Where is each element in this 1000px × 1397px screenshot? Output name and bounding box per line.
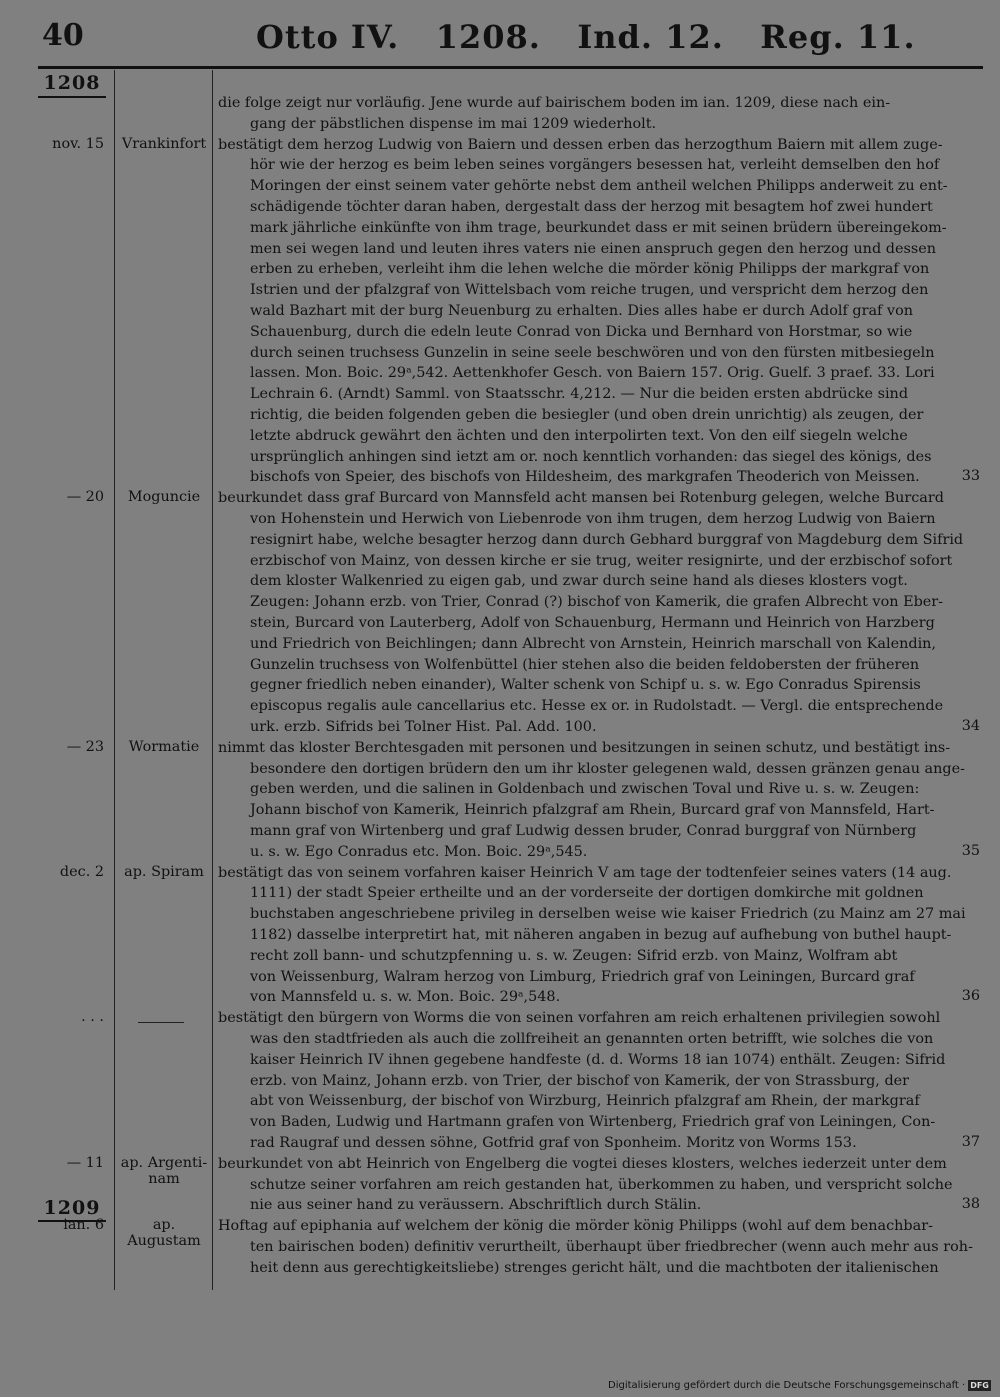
entry-number: 35 bbox=[961, 842, 980, 859]
entry-text-line: von Hohenstein und Herwich von Liebenrode von ihm trugen, dem herzog Ludwig von Baiern bbox=[250, 511, 936, 527]
entry-place: Moguncie bbox=[127, 489, 201, 506]
entry-date: nov. 15 bbox=[52, 135, 104, 152]
entry-place: Wormatie bbox=[128, 738, 200, 755]
entry-text-line: men sei wegen land und leuten ihres vaters nie einen anspruch gegen den herzog und dessen bbox=[250, 240, 937, 257]
entry-text-line: abt von Weissenburg, der bischof von Wirzburg, Heinrich pfalzgraf am Rhein, der markgraf bbox=[250, 1093, 920, 1110]
entry-text-line: resignirt habe, welche besagter herzog dann durch Gebhard burggraf von Magdeburg dem Sifrid bbox=[250, 531, 964, 548]
entry-text-line: lassen. Mon. Boic. 29ᵃ,542. Aettenkhofer Gesch. von Baiern 157. Orig. Guelf. 3 praef. 33. Lori bbox=[250, 365, 935, 382]
entry-text-line: 1111) der stadt Speier ertheilte und an der vorderseite der dortigen domkirche mit goldnen bbox=[250, 885, 924, 902]
entry-text-line: beurkundet dass graf Burcard von Mannsfeld acht mansen bei Rotenburg gelegen, welche Burcard bbox=[218, 490, 944, 507]
entry-text-line: letzte abdruck gewährt den ächten und den interpolirten text. Von den eilf siegeln welche bbox=[250, 427, 908, 444]
entry-place: Vrankinfort bbox=[121, 135, 207, 152]
entry-text-line: buchstaben angeschriebene privileg in derselben weise wie kaiser Friedrich (zu Mainz am 27 mai bbox=[250, 906, 966, 923]
entry-text-line: von Mannsfeld u. s. w. Mon. Boic. 29ᵃ,548. bbox=[250, 989, 561, 1006]
dfg-logo: DFG bbox=[970, 1381, 989, 1390]
entry-text-line: erzbischof von Mainz, von dessen kirche er sie trug, weiter resignirte, und der erzbischof sofort bbox=[250, 552, 953, 569]
entry-text-line: wald Bazhart mit der burg Neuenburg zu erhalten. Dies alles habe er durch Adolf graf von bbox=[250, 303, 913, 319]
footer bbox=[608, 1380, 991, 1391]
entry-number: 36 bbox=[961, 988, 980, 1005]
entry-text-line: bestätigt den bürgern von Worms die von seinen vorfahren am reich erhaltenen privilegien sowohl bbox=[218, 1010, 941, 1027]
entry-text-line: Gunzelin truchsess von Wolfenbüttel (hier stehen also die beiden feldobersten der früheren bbox=[250, 656, 920, 673]
year-1209: 1209 bbox=[43, 1197, 101, 1219]
entry-text-line: ten bairischen boden) definitiv verurtheilt, überhaupt über friedbrecher (wenn auch mehr aus roh- bbox=[250, 1239, 973, 1255]
entry-text-line: die folge zeigt nur vorläufig. Jene wurde auf bairischem boden im ian. 1209, diese nach ein- bbox=[218, 95, 891, 111]
entry-text-line: Johann bischof von Kamerik, Heinrich pfalzgraf am Rhein, Burcard graf von Mannsfeld, Hart- bbox=[250, 802, 935, 819]
entry-text-line: erzb. von Mainz, Johann erzb. von Trier, der bischof von Kamerik, der von Strassburg, der bbox=[250, 1072, 910, 1089]
entry-place: ap. Argenti- nam bbox=[120, 1154, 208, 1187]
entry-text-line: nie aus seiner hand zu veräussern. Abschriftlich durch Stälin. bbox=[250, 1197, 702, 1214]
entry-text-line: mann graf von Wirtenberg und graf Ludwig dessen bruder, Conrad burggraf von Nürnberg bbox=[250, 823, 917, 839]
entry-text-line: heit denn aus gerechtigkeitsliebe) strenges gericht hält, und die machtboten der italienischen bbox=[250, 1259, 939, 1276]
footer-text: Digitalisierung gefördert durch die Deutsche Forschungsgemeinschaft · bbox=[608, 1380, 966, 1391]
entry-number: 38 bbox=[961, 1196, 980, 1213]
header-rule bbox=[38, 66, 983, 69]
entry-text-line: u. s. w. Ego Conradus etc. Mon. Boic. 29ᵃ,545. bbox=[250, 843, 588, 860]
entry-text-line: was den stadtfrieden als auch die zollfreiheit an genannten orten betrifft, wie solches die von bbox=[250, 1031, 934, 1047]
entry-text-line: Lechrain 6. (Arndt) Samml. von Staatsschr. 4,212. — Nur die beiden ersten abdrücke sind bbox=[250, 386, 909, 403]
year-1208: 1208 bbox=[43, 72, 101, 94]
entry-number: 33 bbox=[961, 468, 980, 485]
page-number: 40 bbox=[42, 18, 84, 53]
entry-text-line: urk. erzb. Sifrids bei Tolner Hist. Pal. Add. 100. bbox=[250, 719, 597, 735]
entry-text-line: stein, Burcard von Lauterberg, Adolf von Schauenburg, Hermann und Heinrich von Harzberg bbox=[250, 615, 935, 631]
entry-number: 37 bbox=[961, 1134, 980, 1150]
entry-text-line: erben zu erheben, verleiht ihm die lehen welche die mörder könig Philipps der markgraf von bbox=[250, 261, 930, 278]
year-rule bbox=[38, 96, 106, 98]
entry-text-line: episcopus regalis aule cancellarius etc. Hesse ex or. in Rudolstadt. — Vergl. die entsprechende bbox=[250, 698, 944, 715]
entry-date: . . . bbox=[81, 1009, 104, 1026]
entry-text-line: beurkundet von abt Heinrich von Engelberg die vogtei dieses klosters, welches iederzeit unter dem bbox=[218, 1155, 947, 1172]
entry-text-line: Hoftag auf epiphania auf welchem der könig die mörder könig Philipps (wohl auf dem benachbar- bbox=[218, 1218, 933, 1235]
entry-text-line: rad Raugraf und dessen söhne, Gotfrid graf von Sponheim. Moritz von Worms 153. bbox=[250, 1135, 857, 1151]
entry-text-line: hör wie der herzog es beim leben seines vorgängers besessen hat, verleiht demselben den hof bbox=[250, 157, 940, 174]
entry-text-line: 1182) dasselbe interpretirt hat, mit näheren angaben in bezug auf aufhebung von buthel haupt- bbox=[250, 927, 952, 943]
entry-place: ap. Spiram bbox=[124, 863, 204, 880]
entry-text-line: Moringen der einst seinem vater gehörte nebst dem antheil welchen Philipps anderweit zu ent- bbox=[250, 178, 948, 195]
entry-date: — 20 bbox=[66, 489, 104, 506]
entry-text-line: Schauenburg, durch die edeln leute Conrad von Dicka und Bernhard von Horstmar, so wie bbox=[250, 323, 913, 340]
entry-text-line: gang der päbstlichen dispense im mai 1209 wiederholt. bbox=[250, 115, 657, 132]
page-header bbox=[0, 14, 1000, 64]
entry-text-line: bestätigt dem herzog Ludwig von Baiern und dessen erben das herzogthum Baiern mit allem zuge- bbox=[218, 136, 943, 153]
entry-date: — 23 bbox=[66, 738, 104, 755]
entry-date: — 11 bbox=[66, 1154, 104, 1171]
entry-place: ap. Augustam bbox=[127, 1217, 201, 1250]
column-divider-place bbox=[212, 70, 213, 1290]
entry-text-line: nimmt das kloster Berchtesgaden mit personen und besitzungen in seinen schutz, und bestätigt ins- bbox=[218, 739, 951, 756]
entry-text-line: gegner friedlich neben einander), Walter schenk von Schipf u. s. w. Ego Conradus Spirensis bbox=[250, 677, 921, 694]
entry-text-line: bestätigt das von seinem vorfahren kaiser Heinrich V am tage der todtenfeier seines vaters (14 aug. bbox=[218, 864, 952, 881]
entry-text-line: Zeugen: Johann erzb. von Trier, Conrad (?) bischof von Kamerik, die grafen Albrecht von Eber- bbox=[250, 594, 944, 611]
entry-text-line: kaiser Heinrich IV ihnen gegebene handfeste (d. d. Worms 18 ian 1074) enthält. Zeugen: Sifrid bbox=[250, 1051, 946, 1068]
column-divider-date bbox=[114, 70, 115, 1290]
entry-text-line: mark jährliche einkünfte von ihm trage, beurkundet dass er mit seinen brüdern übereingekom- bbox=[250, 219, 947, 236]
entry-text-line: recht zoll bann- und schutzpfenning u. s. w. Zeugen: Sifrid erzb. von Mainz, Wolfram abt bbox=[250, 947, 898, 964]
entry-text-line: von Baden, Ludwig und Hartmann grafen von Wirtenberg, Friedrich graf von Leiningen, Con- bbox=[250, 1114, 936, 1131]
ditto-rule bbox=[138, 1022, 184, 1023]
entry-text-line: durch seinen truchsess Gunzelin in seine seele beschwören und von den fürsten mitbesiegeln bbox=[250, 344, 935, 361]
entry-text-line: von Weissenburg, Walram herzog von Limburg, Friedrich graf von Leiningen, Burcard graf bbox=[250, 968, 915, 985]
entry-text-line: und Friedrich von Beichlingen; dann Albrecht von Arnstein, Heinrich marschall von Kalendin, bbox=[250, 635, 937, 652]
entry-text-line: geben werden, und die salinen in Goldenbach und zwischen Toval und Rive u. s. w. Zeugen: bbox=[250, 781, 920, 798]
entry-text-line: richtig, die beiden folgenden geben die besiegler (und oben drein unrichtig) als zeugen, der bbox=[250, 407, 924, 423]
entry-text-line: ursprünglich anhingen sind ietzt am or. noch kenntlich vorhanden: das siegel des königs, des bbox=[250, 448, 932, 465]
entry-text-line: besondere den dortigen brüdern den um ihr kloster gelegenen wald, dessen gränzen genau ange- bbox=[250, 760, 965, 777]
entry-text-line: bischofs von Speier, des bischofs von Hildesheim, des markgrafen Theoderich von Meissen. bbox=[250, 469, 920, 486]
entry-number: 34 bbox=[961, 718, 980, 734]
entry-date: dec. 2 bbox=[59, 863, 104, 880]
entry-text-line: schutze seiner vorfahren am reich gestanden hat, überkommen zu haben, und verspricht solche bbox=[250, 1176, 953, 1193]
page-title: Otto IV. 1208. Ind. 12. Reg. 11. bbox=[256, 18, 916, 56]
entry-text-line: schädigende töchter daran haben, dergestalt dass der herzog mit besagtem hof zwei hundert bbox=[250, 199, 933, 215]
entry-text-line: dem kloster Walkenried zu eigen gab, und zwar durch seine hand als dieses klosters vogt. bbox=[250, 573, 908, 590]
entry-text-line: Istrien und der pfalzgraf von Wittelsbach vom reiche trugen, und verspricht dem herzog den bbox=[250, 282, 929, 299]
entry-date: ian. 6 bbox=[63, 1217, 104, 1234]
